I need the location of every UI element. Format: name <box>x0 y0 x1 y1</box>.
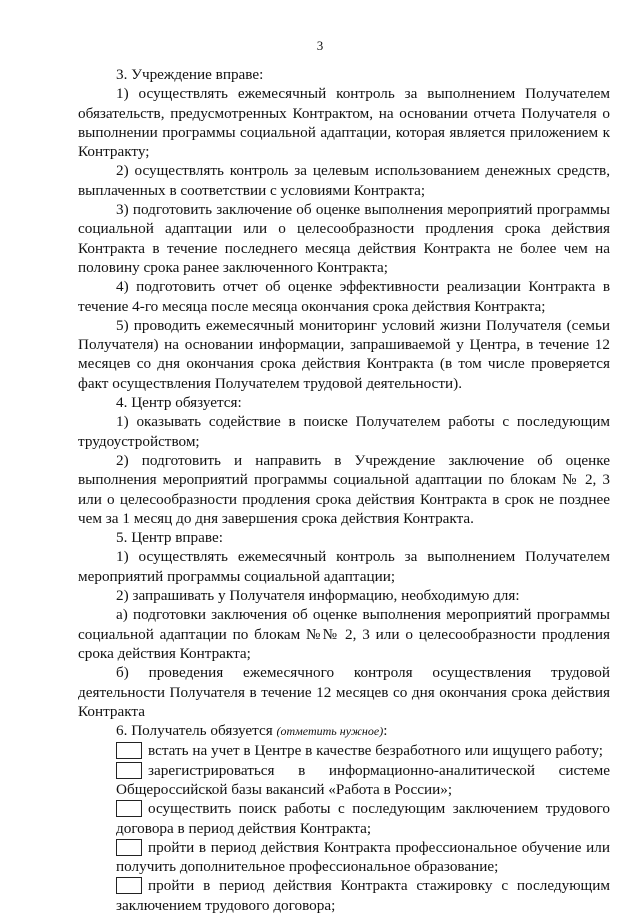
obligation-note: (отметить нужное) <box>276 724 384 739</box>
paragraph: 1) оказывать содействие в поиске Получателем работы с последующим трудоустройством; <box>78 413 610 450</box>
checkbox[interactable] <box>116 742 142 759</box>
checkbox[interactable] <box>116 839 142 856</box>
obligation-colon: : <box>383 722 388 740</box>
checkbox-label: пройти в период действия Контракта стажировку с последующим заключением трудового договора; <box>116 877 610 914</box>
paragraph: а) подготовки заключения об оценке выполнения мероприятий программы социальной адаптации по блокам №№ 2, 3 или о целесообразности продления срока действия Контракта; <box>78 606 610 662</box>
paragraph: 4) подготовить отчет об оценке эффективности реализации Контракта в течение 4-го месяца после месяца окончания срока действия Контракта; <box>78 278 610 315</box>
paragraph: 3. Учреждение вправе: <box>116 66 264 83</box>
paragraph: 2) осуществлять контроль за целевым использованием денежных средств, выплаченных в соответствии с условиями Контракта; <box>78 162 610 199</box>
page-number: 3 <box>316 38 324 53</box>
checkbox-item <box>78 838 610 877</box>
paragraph: 1) осуществлять ежемесячный контроль за выполнением Получателем мероприятий программы социальной адаптации; <box>78 548 610 585</box>
paragraph: 5) проводить ежемесячный мониторинг условий жизни Получателя (семьи Получателя) на основании информации, запрашиваемой у Центра, в течение 12 месяцев со дня окончания срока действия Контракта (в том числе проверяется факт осуществления Получателем трудовой деятельности). <box>78 316 610 392</box>
document-body <box>78 65 610 915</box>
checkbox[interactable] <box>116 762 142 779</box>
paragraph: 1) осуществлять ежемесячный контроль за выполнением Получателем обязательств, предусмотренных Контрактом, на основании отчета Получателя о выполнении программы социальной адаптации, которая является приложением к Контракту; <box>78 85 610 161</box>
checkbox-item <box>78 876 610 915</box>
paragraph: б) проведения ежемесячного контроля осуществления трудовой деятельности Получателя в течение 12 месяцев со дня окончания срока действия Контракта <box>78 664 610 720</box>
paragraph: 3) подготовить заключение об оценке выполнения мероприятий программы социальной адаптации или о целесообразности продления срока действия Контракта в течение последнего месяца действия Контракта не более чем на половину срока ранее заключенного Контракта; <box>78 201 610 276</box>
obligation-heading <box>78 721 610 741</box>
paragraph: 2) запрашивать у Получателя информацию, необходимую для: <box>116 587 520 605</box>
checkbox[interactable] <box>116 877 142 894</box>
checkbox-label: встать на учет в Центре в качестве безработного или ищущего работу; <box>148 742 603 760</box>
checkbox-label: пройти в период действия Контракта профессиональное обучение или получить дополнительное профессиональное образование; <box>116 838 610 876</box>
paragraph: 2) подготовить и направить в Учреждение заключение об оценке выполнения мероприятий программы социальной адаптации по блокам № 2, 3 или о целесообразности продления срока действия Контракта в срок не позднее чем за 1 месяц до дня завершения срока действия Контракта. <box>78 451 610 527</box>
paragraph: 4. Центр обязуется: <box>116 394 242 412</box>
checkbox-item <box>78 799 610 838</box>
obligation-heading-text: 6. Получатель обязуется <box>116 722 273 740</box>
checkbox-item <box>78 761 610 800</box>
checkbox[interactable] <box>116 800 142 817</box>
checkbox-label: осуществить поиск работы с последующим заключением трудового договора в период действия Контракта; <box>116 800 610 837</box>
checkbox-label: зарегистрироваться в информационно-аналитической системе Общероссийской базы вакансий «Работа в России»; <box>116 761 610 798</box>
checkbox-item <box>78 741 610 760</box>
paragraph: 5. Центр вправе: <box>116 529 223 547</box>
